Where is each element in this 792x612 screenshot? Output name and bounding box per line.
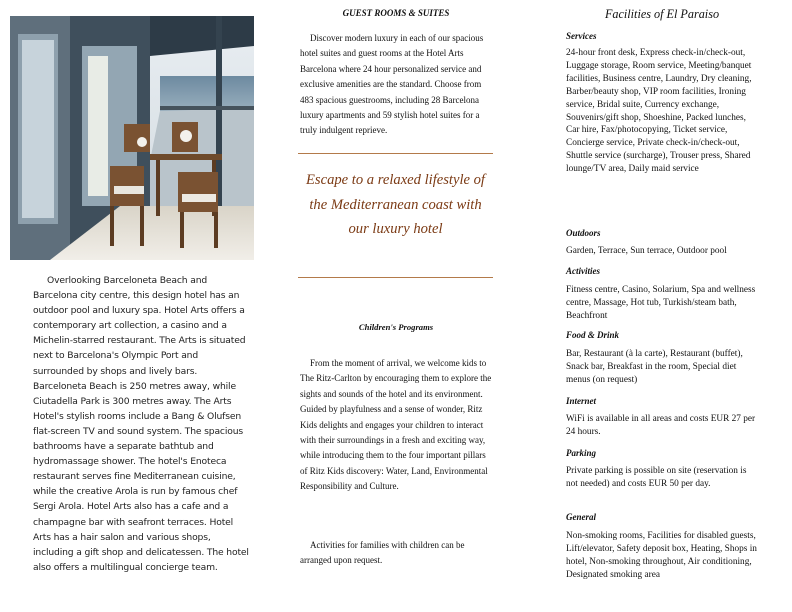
outdoors-text: Garden, Terrace, Sun terrace, Outdoor pool xyxy=(566,246,727,256)
food-drink-text: Bar, Restaurant (à la carte), Restaurant (buffet), Snack bar, Breakfast in the room, Special diet menus (on request) xyxy=(566,349,743,385)
childrens-programs-heading: Children's Programs xyxy=(358,322,434,332)
hotel-description xyxy=(33,273,251,575)
services-text: 24-hour front desk, Express check-in/check-out, Luggage storage, Room service, Meeting/banquet facilities, Business centre, Laundry, Dry cleaning, Barber/beauty shop, VIP room facilities, Ironing service, Bridal suite, Currency exchange, Souvenirs/gift shop, Shoeshine, Packed lunches, Car hire, Fax/photocopying, Ticket service, Concierge service, Private check-in/check-out, Shuttle service (surcharge), Trouser press, Shared lounge/TV area, Daily maid service xyxy=(566,48,752,175)
food-drink-heading: Food & Drink xyxy=(566,330,620,340)
activities-text: Fitness centre, Casino, Solarium, Spa and wellness centre, Massage, Hot tub, Turkish/steam bath, Beachfront xyxy=(566,285,756,321)
general-text: Non-smoking rooms, Facilities for disabled guests, Lift/elevator, Safety deposit box, Heating, Shops in hotel, Non-smoking throughout, Air conditioning, Designated smoking area xyxy=(566,531,757,580)
internet-text: WiFi is available in all areas and costs EUR 27 per 24 hours. xyxy=(566,414,756,437)
services-heading: Services xyxy=(566,31,597,41)
childrens-programs-text xyxy=(300,356,494,495)
family-activities-text-body: Activities for families with children can be arranged upon request. xyxy=(300,540,465,566)
divider-bottom xyxy=(298,277,493,278)
outdoors-heading: Outdoors xyxy=(566,228,601,238)
activities-heading: Activities xyxy=(566,266,600,276)
guest-rooms-heading: GUEST ROOMS & SUITES xyxy=(342,8,450,18)
parking-text: Private parking is possible on site (reservation is not needed) and costs EUR 50 per day. xyxy=(566,466,747,489)
childrens-programs-text-body: From the moment of arrival, we welcome kids to The Ritz-Carlton by encouraging them to explore the sights and sounds of the hotel and its environment. Guided by playfulness and a sense of wonder, Ritz Kids delights and engages your children to interact with their surroundings in a fresh and exciting way, while introducing them to the four important pillars of Ritz Kids discovery: Water, Land, Environmental Responsibility and Culture. xyxy=(300,358,492,492)
internet-heading: Internet xyxy=(566,396,597,406)
tagline-quote: Escape to a relaxed lifestyle of the Mediterranean coast with our luxury hotel xyxy=(306,172,485,237)
family-activities-text xyxy=(300,538,494,569)
divider-top xyxy=(298,153,493,154)
guest-rooms-text-body: Discover modern luxury in each of our spacious hotel suites and guest rooms at the Hotel Arts Barcelona where 24 hour personalized service and exclusive amenities are the standard. Choose from 483 spacious guestrooms, including 28 Barcelona luxury apartments and 59 stylish hotel suites for a truly indulgent reprieve. xyxy=(300,33,484,136)
parking-heading: Parking xyxy=(566,448,597,458)
general-heading: General xyxy=(566,512,596,522)
hotel-balcony-photo xyxy=(10,16,254,260)
hotel-description-text: Overlooking Barceloneta Beach and Barcelona city centre, this design hotel has an outdoor pool and luxury spa. Hotel Arts offers a contemporary art collection, a casino and a Michelin-starred restaurant. The Arts is situated next to Barcelona's Olympic Port and surrounded by shops and lively bars. Barceloneta Beach is 250 metres away, while Ciutadella Park is 300 metres away. The Arts Hotel's stylish rooms include a Bang & Olufsen flat-screen TV and sound system. The spacious bathrooms have a separate bathtub and hydromassage shower. The hotel's Enoteca restaurant serves fine Mediterranean cuisine, while the creative Arola is run by famous chef Sergi Arola. Hotel Arts also has a cafe and a champagne bar with seafront terraces. Hotel Arts has a hair salon and various shops, including a gift shop and delicatessen. The hotel also offers a multilingual concierge team. xyxy=(33,275,249,573)
guest-rooms-text xyxy=(300,31,492,139)
facilities-title: Facilities of El Paraiso xyxy=(604,7,720,21)
